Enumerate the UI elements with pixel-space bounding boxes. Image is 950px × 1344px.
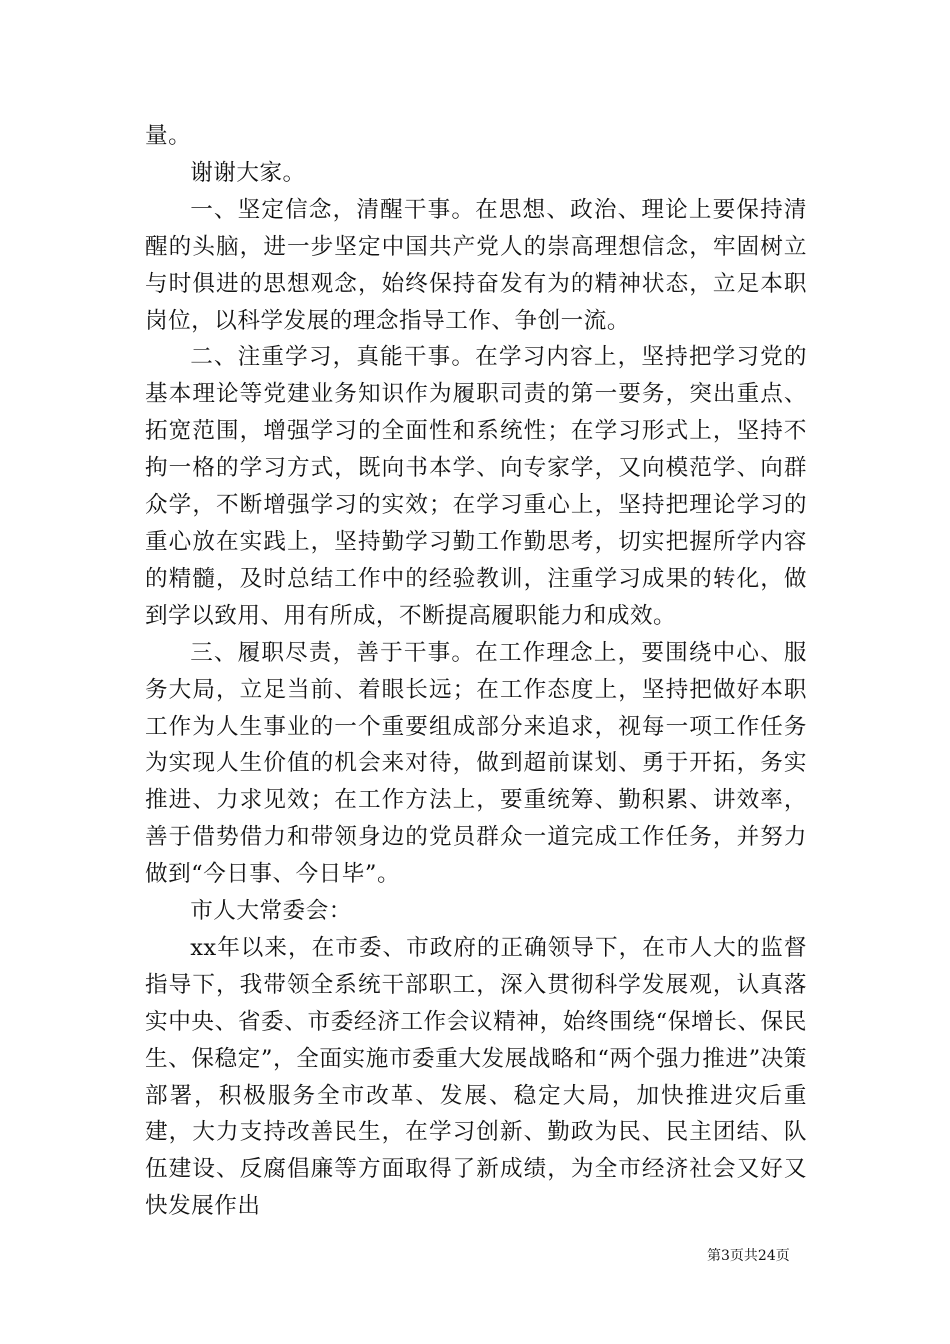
- paragraph-point-two: 二、注重学习，真能干事。在学习内容上，坚持把学习党的基本理论等党建业务知识作为履职司责的第一要务，突出重点、拓宽范围，增强学习的全面性和系统性；在学习形式上，坚持不拘一格的学习方式，既向书本学、向专家学，又向模范学、向群众学，不断增强学习的实效；在学习重心上，坚持把理论学习的重心放在实践上，坚持勤学习勤工作勤思考，切实把握所学内容的精髓，及时总结工作中的经验教训，注重学习成果的转化，做到学以致用、用有所成，不断提高履职能力和成效。: [145, 344, 807, 629]
- paragraph-continuation: 量。: [145, 123, 192, 149]
- paragraph-thanks: 谢谢大家。: [190, 159, 306, 186]
- paragraph-point-one: 一、坚定信念，清醒干事。在思想、政治、理论上要保持清醒的头脑，进一步坚定中国共产党人的崇高理想信念，牢固树立与时俱进的思想观念，始终保持奋发有为的精神状态，立足本职岗位，以科学发展的理念指导工作、争创一流。: [145, 196, 807, 334]
- paragraph-salutation: 市人大常委会：: [190, 898, 352, 925]
- paragraph-report-intro: xx年以来，在市委、市政府的正确领导下，在市人大的监督指导下，我带领全系统干部职工，深入贯彻科学发展观，认真落实中央、省委、市委经济工作会议精神，始终围绕“保增长、保民生、保稳定”，全面实施市委重大发展战略和“两个强力推进”决策部署，积极服务全市改革、发展、稳定大局，加快推进灾后重建，大力支持改善民生，在学习创新、勤政为民、民主团结、队伍建设、反腐倡廉等方面取得了新成绩，为全市经济社会又好又快发展作出: [145, 934, 807, 1220]
- document-body: [145, 118, 807, 1225]
- paragraph-point-three: 三、履职尽责，善于干事。在工作理念上，要围绕中心、服务大局，立足当前、着眼长远；在工作态度上，坚持把做好本职工作为人生事业的一个重要组成部分来追求，视每一项工作任务为实现人生价值的机会来对待，做到超前谋划、勇于开拓，务实推进、力求见效；在工作方法上，要重统筹、勤积累、讲效率，善于借势借力和带领身边的党员群众一道完成工作任务，并努力做到“今日事、今日毕”。: [145, 639, 807, 888]
- page-number: 第3页共24页: [707, 1248, 790, 1264]
